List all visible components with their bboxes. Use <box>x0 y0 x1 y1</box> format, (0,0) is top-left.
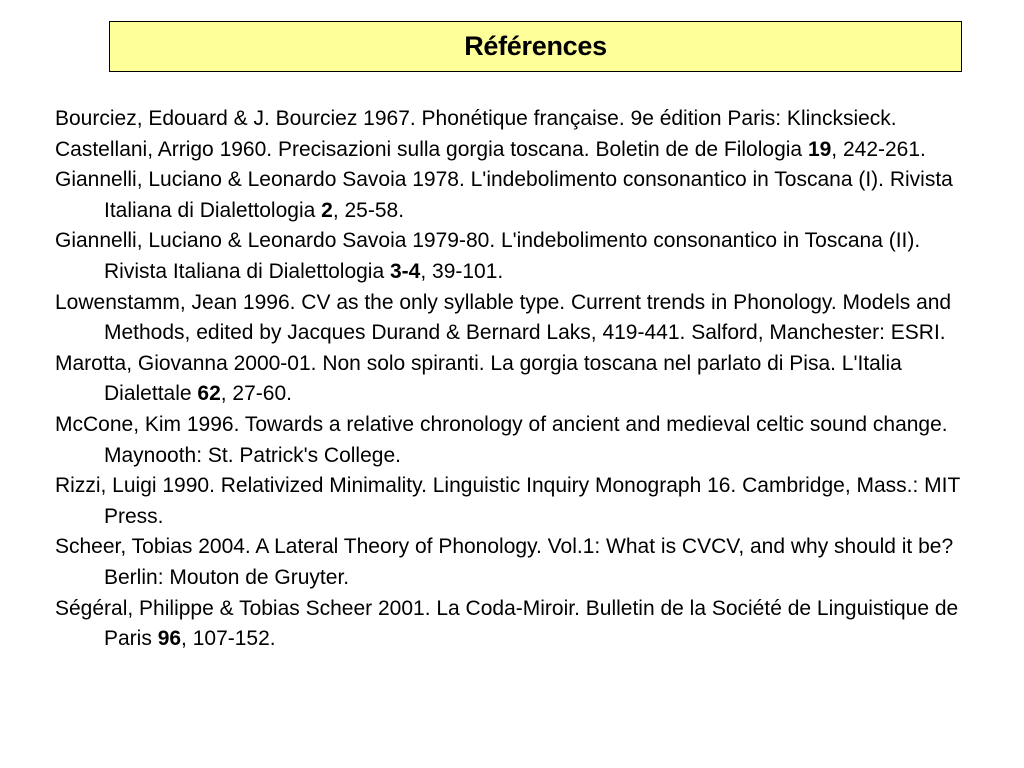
reference-item <box>55 104 985 135</box>
reference-pages: , 107-152. <box>181 627 276 651</box>
reference-pages: , 242-261. <box>831 137 926 161</box>
reference-text: Rizzi, Luigi 1990. Relativized Minimality. Linguistic Inquiry Monograph 16. Cambridge, Mass.: MIT Press. <box>55 474 960 528</box>
reference-volume: 2 <box>321 198 333 222</box>
reference-item <box>55 410 985 471</box>
reference-text: Marotta, Giovanna 2000-01. Non solo spiranti. La gorgia toscana nel parlato di Pisa. L'Italia Dialettale <box>55 351 902 406</box>
reference-list <box>55 104 985 655</box>
reference-text: Bourciez, Edouard & J. Bourciez 1967. Phonétique française. 9e édition Paris: Klincksieck. <box>55 107 897 130</box>
page-title: Références <box>464 31 607 61</box>
title-box <box>109 21 962 72</box>
reference-pages: , 27-60. <box>220 382 292 406</box>
reference-item <box>55 165 985 226</box>
reference-pages: , 39-101. <box>420 259 504 283</box>
reference-item <box>55 532 985 593</box>
reference-volume: 96 <box>157 627 182 651</box>
reference-text: McCone, Kim 1996. Towards a relative chronology of ancient and medieval celtic sound change. Maynooth: St. Patrick's College. <box>55 412 948 467</box>
reference-item <box>55 349 985 410</box>
reference-text: Lowenstamm, Jean 1996. CV as the only syllable type. Current trends in Phonology. Models and Methods, edited by Jacques Durand & Bernard Laks, 419-441. Salford, Manchester: ESRI. <box>55 290 952 345</box>
reference-item <box>55 226 985 287</box>
reference-text: Scheer, Tobias 2004. A Lateral Theory of Phonology. Vol.1: What is CVCV, and why should it be? Berlin: Mouton de Gruyter. <box>55 535 954 589</box>
reference-item <box>55 135 985 166</box>
reference-volume: 62 <box>197 382 221 406</box>
reference-text: Giannelli, Luciano & Leonardo Savoia 1979-80. L'indebolimento consonantico in Toscana (II). Rivista Italiana di Dialettologia <box>55 229 921 283</box>
reference-pages: , 25-58. <box>332 198 405 222</box>
reference-volume: 3-4 <box>389 259 421 283</box>
reference-text: Giannelli, Luciano & Leonardo Savoia 1978. L'indebolimento consonantico in Toscana (I). Rivista Italiana di Dialettologia <box>55 168 953 222</box>
reference-text: Ségéral, Philippe & Tobias Scheer 2001. La Coda-Miroir. Bulletin de la Société de Linguistique de Paris <box>55 596 959 651</box>
reference-item <box>55 471 985 532</box>
reference-text: Castellani, Arrigo 1960. Precisazioni sulla gorgia toscana. Boletin de de Filologia <box>55 137 808 161</box>
reference-item <box>55 288 985 349</box>
reference-volume: 19 <box>807 137 832 161</box>
reference-item <box>55 594 985 655</box>
